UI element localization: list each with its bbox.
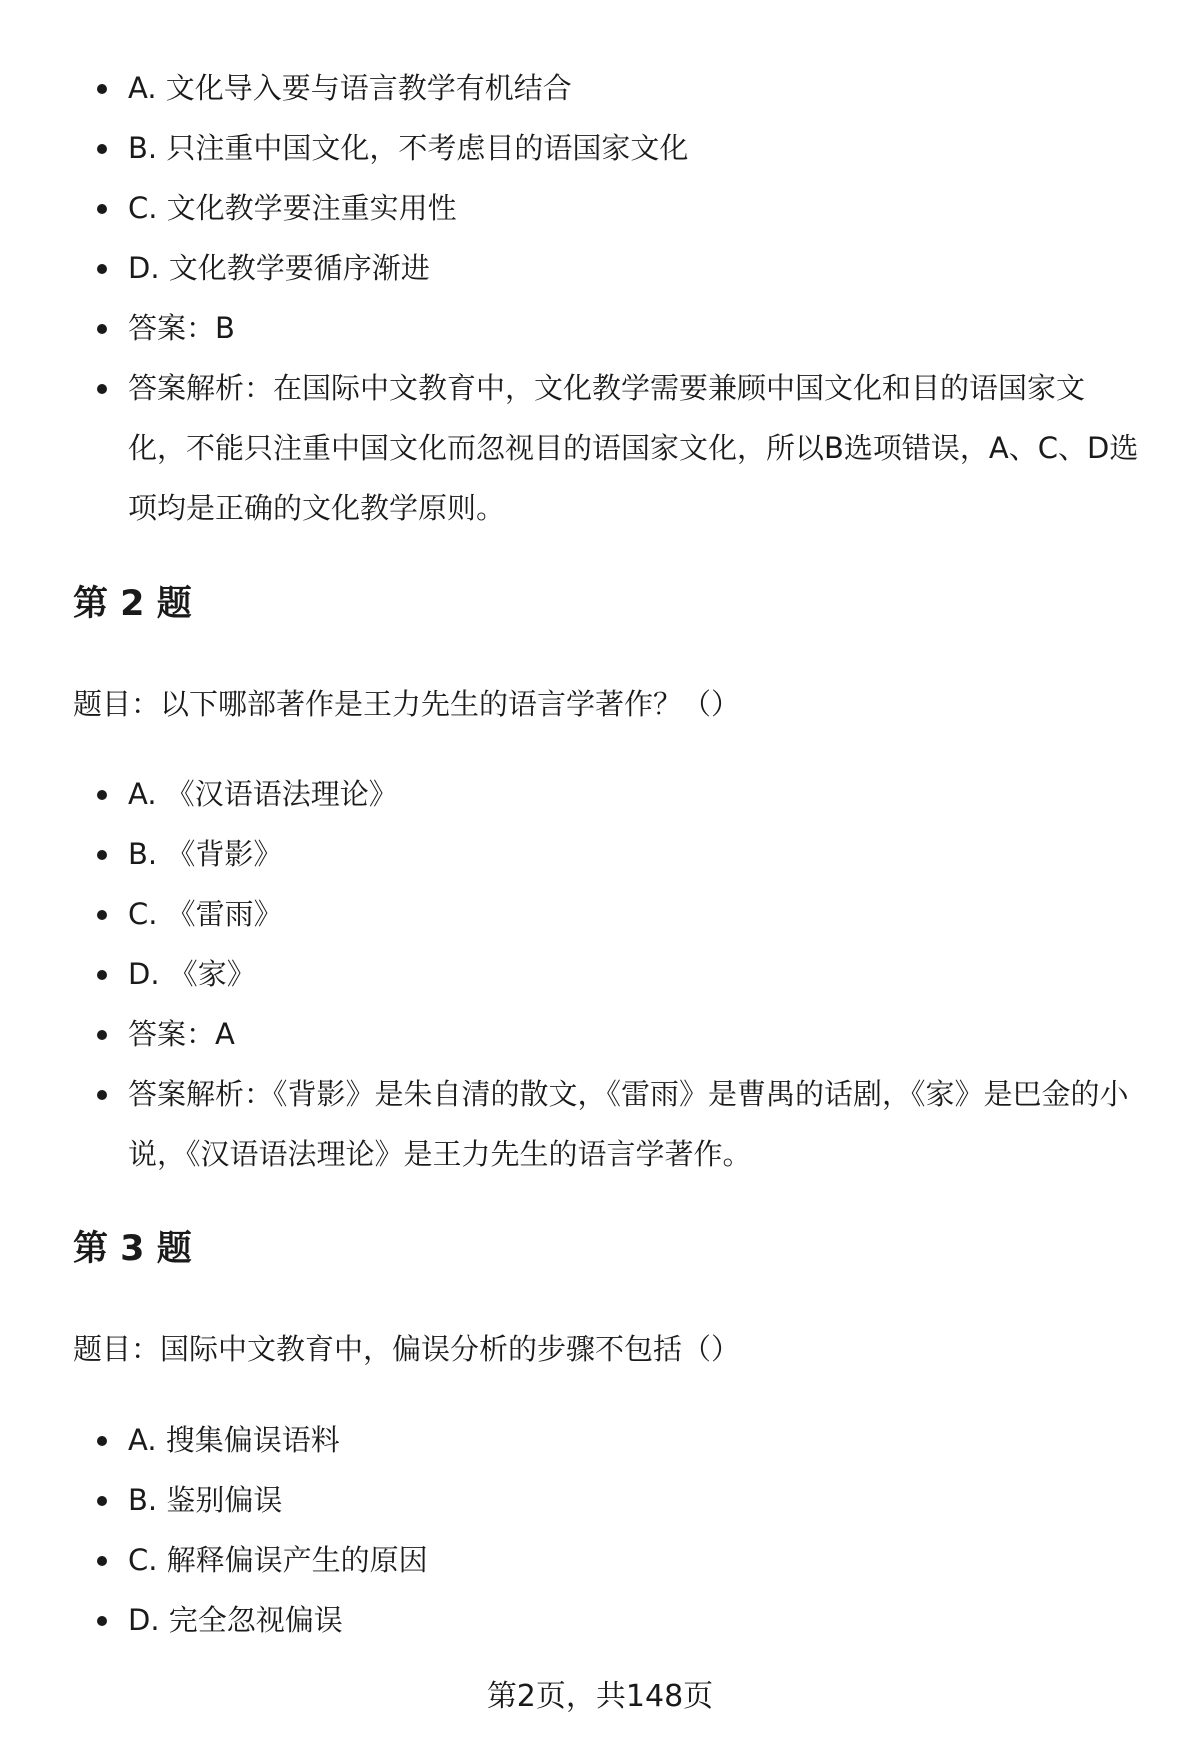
option-c: C. 文化教学要注重实用性 [0,178,1200,238]
option-a: A. 文化导入要与语言教学有机结合 [0,58,1200,118]
answer-explanation: 答案解析：《背影》是朱自清的散文，《雷雨》是曹禺的话剧，《家》是巴金的小说，《汉语语法理论》是王力先生的语言学著作。 [0,1064,1200,1184]
question-text: 题目：以下哪部著作是王力先生的语言学著作？（） [73,687,741,721]
option-list-q1 [0,58,1200,538]
option-d: D. 完全忽视偏误 [0,1590,1200,1650]
option-d: D. 文化教学要循序渐进 [0,238,1200,298]
option-b: B. 只注重中国文化，不考虑目的语国家文化 [0,118,1200,178]
option-d: D. 《家》 [0,944,1200,1004]
option-a: A. 搜集偏误语料 [0,1410,1200,1470]
option-b: B. 鉴别偏误 [0,1470,1200,1530]
answer: 答案：B [0,298,1200,358]
option-list-q2 [0,764,1200,1184]
option-c: C. 《雷雨》 [0,884,1200,944]
option-b: B. 《背影》 [0,824,1200,884]
question-text: 题目：国际中文教育中，偏误分析的步骤不包括（） [73,1332,741,1366]
option-list-q3 [0,1410,1200,1650]
answer: 答案：A [0,1004,1200,1064]
question-heading: 第 3 题 [73,1229,192,1269]
option-c: C. 解释偏误产生的原因 [0,1530,1200,1590]
question-heading: 第 2 题 [73,584,192,624]
page-footer: 第2页，共148页 [486,1679,714,1714]
option-a: A. 《汉语语法理论》 [0,764,1200,824]
answer-explanation: 答案解析：在国际中文教育中，文化教学需要兼顾中国文化和目的语国家文化，不能只注重中国文化而忽视目的语国家文化，所以B选项错误，A、C、D选项均是正确的文化教学原则。 [0,358,1200,538]
